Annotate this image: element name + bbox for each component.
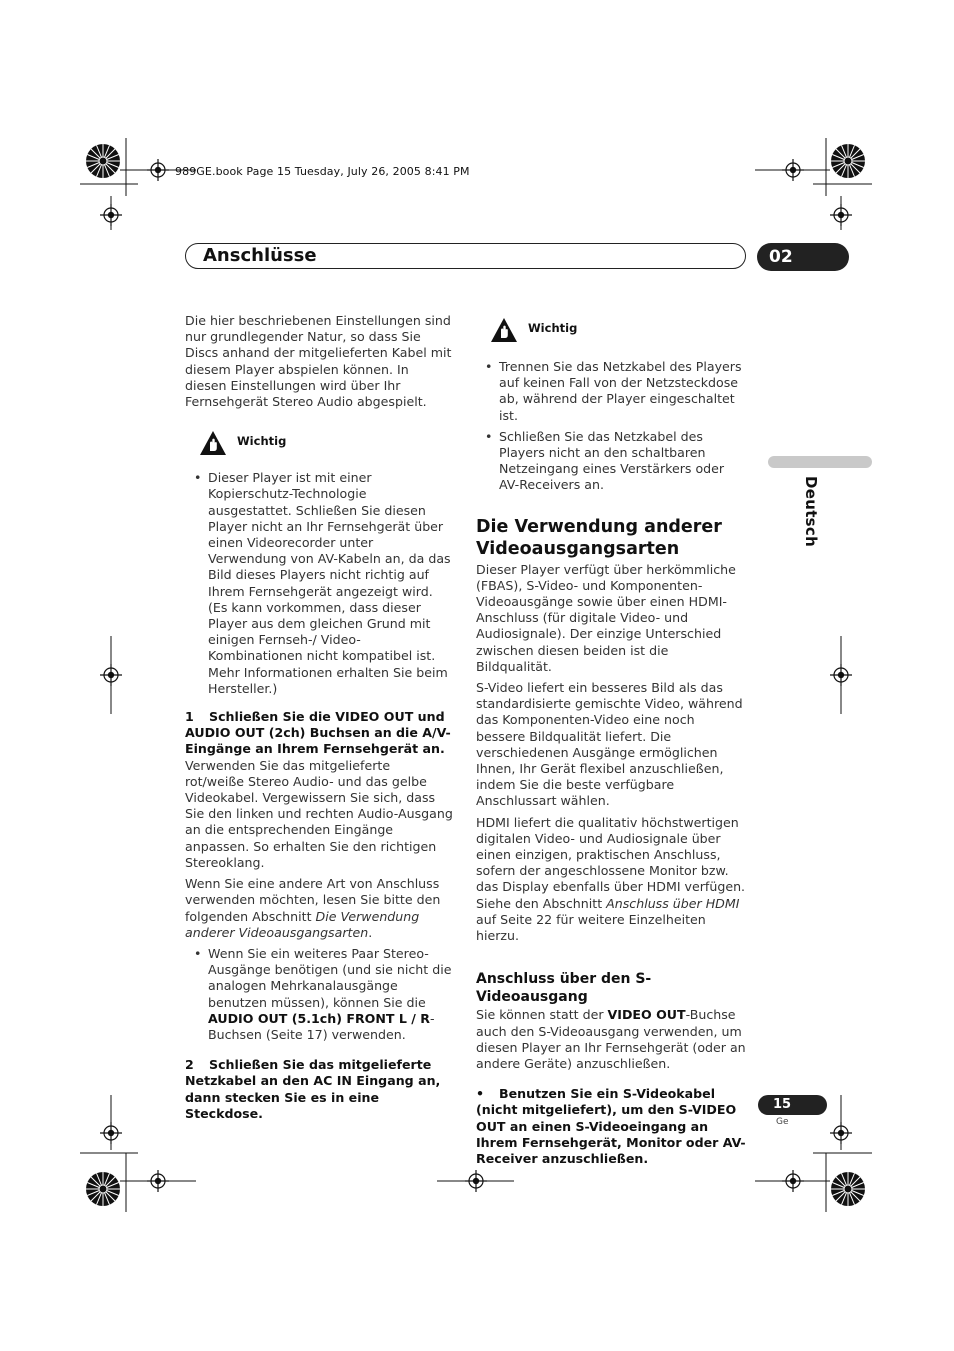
step-1-title bbox=[185, 709, 453, 758]
step-1-note bbox=[185, 876, 453, 941]
warning-bullet-text: Dieser Player ist mit einer Kopierschutz-Technologie ausgestattet. Schließen Sie diesen Player nicht an Ihr Fernsehgerät über einen Videorecorder unter Verwendung von AV-Kabeln an, da das Bild dieses Players nicht richtig auf Ihrem Fernsehgerät angezeigt wird. (Es kann vorkommen, dass dieser Player aus dem gleichen Grund mit einigen Fernseh-/ Video-Kombinationen nicht kompatibel ist. Mehr Informationen erhalten Sie beim Hersteller.) bbox=[208, 470, 451, 696]
section-paragraph: Dieser Player verfügt über herkömmliche (FBAS), S-Video- und Komponenten-Videoausgänge sowie über einen HDMI-Anschluss (für digitale Video- und Audiosignale). Der einzige Unterschied zwischen diesen beiden ist die Bildqualität. bbox=[476, 561, 736, 674]
page-number: 15 bbox=[758, 1095, 827, 1115]
bullet-mark: • bbox=[485, 359, 493, 374]
step-2-title-text: Schließen Sie das mitgelieferte Netzkabel an den AC IN Eingang an, dann stecken Sie es in eine Steckdose. bbox=[185, 1057, 441, 1121]
warning-bullet-text: Trennen Sie das Netzkabel des Players auf keinen Fall von der Netzsteckdose ab, während der Player eingeschaltet ist. bbox=[499, 359, 742, 423]
book-info: 989GE.book Page 15 Tuesday, July 26, 2005 8:41 PM bbox=[175, 165, 470, 178]
left-column bbox=[185, 313, 453, 1122]
section-paragraph-end: auf Seite 22 für weitere Einzelheiten hierzu. bbox=[476, 911, 706, 944]
warning-icon bbox=[490, 317, 518, 343]
intro-paragraph: Die hier beschriebenen Einstellungen sind nur grundlegender Natur, so dass Sie Discs anhand der mitgelieferten Kabel mit diesem Player abspielen können. In diesen Einstellungen wird über Ihr Fernsehgerät Stereo Audio abgespielt. bbox=[185, 313, 452, 410]
page-title: Anschlüsse bbox=[203, 245, 317, 266]
step-1-bullet-text: Wenn Sie ein weiteres Paar Stereo-Ausgänge benötigen (und sie nicht die analogen Mehrkanalausgänge benutzen müssen), können Sie die bbox=[208, 945, 452, 1010]
chapter-badge: 02 bbox=[757, 243, 849, 271]
warning-bullet bbox=[476, 429, 746, 494]
step-1-bullet-end: -Buchsen (Seite 17) verwenden. bbox=[208, 1010, 435, 1042]
step-1-title-text: Schließen Sie die VIDEO OUT und AUDIO OUT (2ch) Buchsen an die A/V-Eingänge an Ihrem Fernsehgerät an. bbox=[185, 709, 451, 757]
cross-reference: Die Verwendung anderer Videoausgangsarten bbox=[185, 908, 420, 940]
right-column bbox=[476, 313, 746, 1167]
warning-heading bbox=[185, 426, 453, 464]
subsection-text-end: -Buchse auch den S-Videoausgang verwenden, um diesen Player an Ihr Fernsehgerät (oder an andere Geräte) anzuschließen. bbox=[476, 1007, 746, 1071]
cross-reference: Anschluss über HDMI bbox=[606, 895, 740, 911]
warning-icon bbox=[199, 430, 227, 456]
subsection-paragraph bbox=[476, 1007, 746, 1072]
instruction-bullet bbox=[476, 1086, 746, 1167]
subsection-text: Sie können statt der bbox=[476, 1007, 608, 1023]
jack-label: AUDIO OUT (5.1ch) FRONT L / R bbox=[208, 1010, 430, 1026]
step-2-title bbox=[185, 1057, 453, 1122]
warning-bullet-text: Schließen Sie das Netzkabel des Players nicht an den schaltbaren Netzeingang eines Verstärkers oder AV-Receivers an. bbox=[499, 428, 725, 493]
section-paragraph: S-Video liefert ein besseres Bild als das standardisierte gemischte Video, während das Komponenten-Video eine noch bessere Bildqualität liefert. Die verschiedenen Ausgänge ermöglichen Ihnen, Ihr Gerät flexibel anzuschließen, indem Sie die beste verfügbare Anschlussart wählen. bbox=[476, 680, 743, 809]
warning-bullet bbox=[185, 470, 453, 697]
instruction-bullet-text: Benutzen Sie ein S-Videokabel (nicht mitgeliefert), um den S-VIDEO OUT an einen S-Videoeingang an Ihrem Fernsehgerät, Monitor oder AV-Receiver anzuschließen. bbox=[476, 1086, 746, 1166]
step-1-number: 1 bbox=[185, 709, 194, 725]
language-label: Deutsch bbox=[802, 476, 820, 548]
bullet-mark: • bbox=[485, 428, 493, 444]
bullet-mark: • bbox=[194, 470, 202, 486]
warning-label: Wichtig bbox=[237, 434, 287, 449]
jack-label: VIDEO OUT bbox=[607, 1007, 686, 1023]
language-code: Ge bbox=[776, 1117, 789, 1127]
step-1-text: Verwenden Sie das mitgelieferte rot/weiße Stereo Audio- und das gelbe Videokabel. Vergewissern Sie sich, dass Sie den linken und rechten Audio-Ausgang an die entsprechenden Eingänge anpassen. So erhalten Sie den richtigen Stereoklang. bbox=[185, 757, 453, 870]
section-paragraph bbox=[476, 815, 746, 945]
bullet-mark: • bbox=[194, 945, 202, 961]
language-tab bbox=[768, 456, 872, 468]
step-1-note-text: Wenn Sie eine andere Art von Anschluss verwenden möchten, lesen Sie bitte den folgenden Abschnitt bbox=[185, 876, 441, 924]
step-2-number: 2 bbox=[185, 1057, 194, 1073]
step-1-note-end: . bbox=[368, 924, 373, 940]
subsection-heading: Anschluss über den S-Videoausgang bbox=[476, 971, 652, 1006]
section-heading: Die Verwendung anderer Videoausgangsarten bbox=[476, 516, 722, 559]
warning-label: Wichtig bbox=[528, 321, 578, 335]
bullet-mark: • bbox=[476, 1086, 485, 1102]
warning-heading bbox=[476, 313, 746, 351]
warning-bullet bbox=[476, 359, 746, 424]
section-paragraph-text: HDMI liefert die qualitativ höchstwertigen digitalen Video- und Audiosignale über einen einzigen, praktischen Anschluss, sofern der angeschlossene Monitor bzw. das Display ebenfalls über HDMI verfügen. Siehe den Abschnitt bbox=[476, 814, 746, 911]
step-1-bullet bbox=[185, 946, 453, 1043]
